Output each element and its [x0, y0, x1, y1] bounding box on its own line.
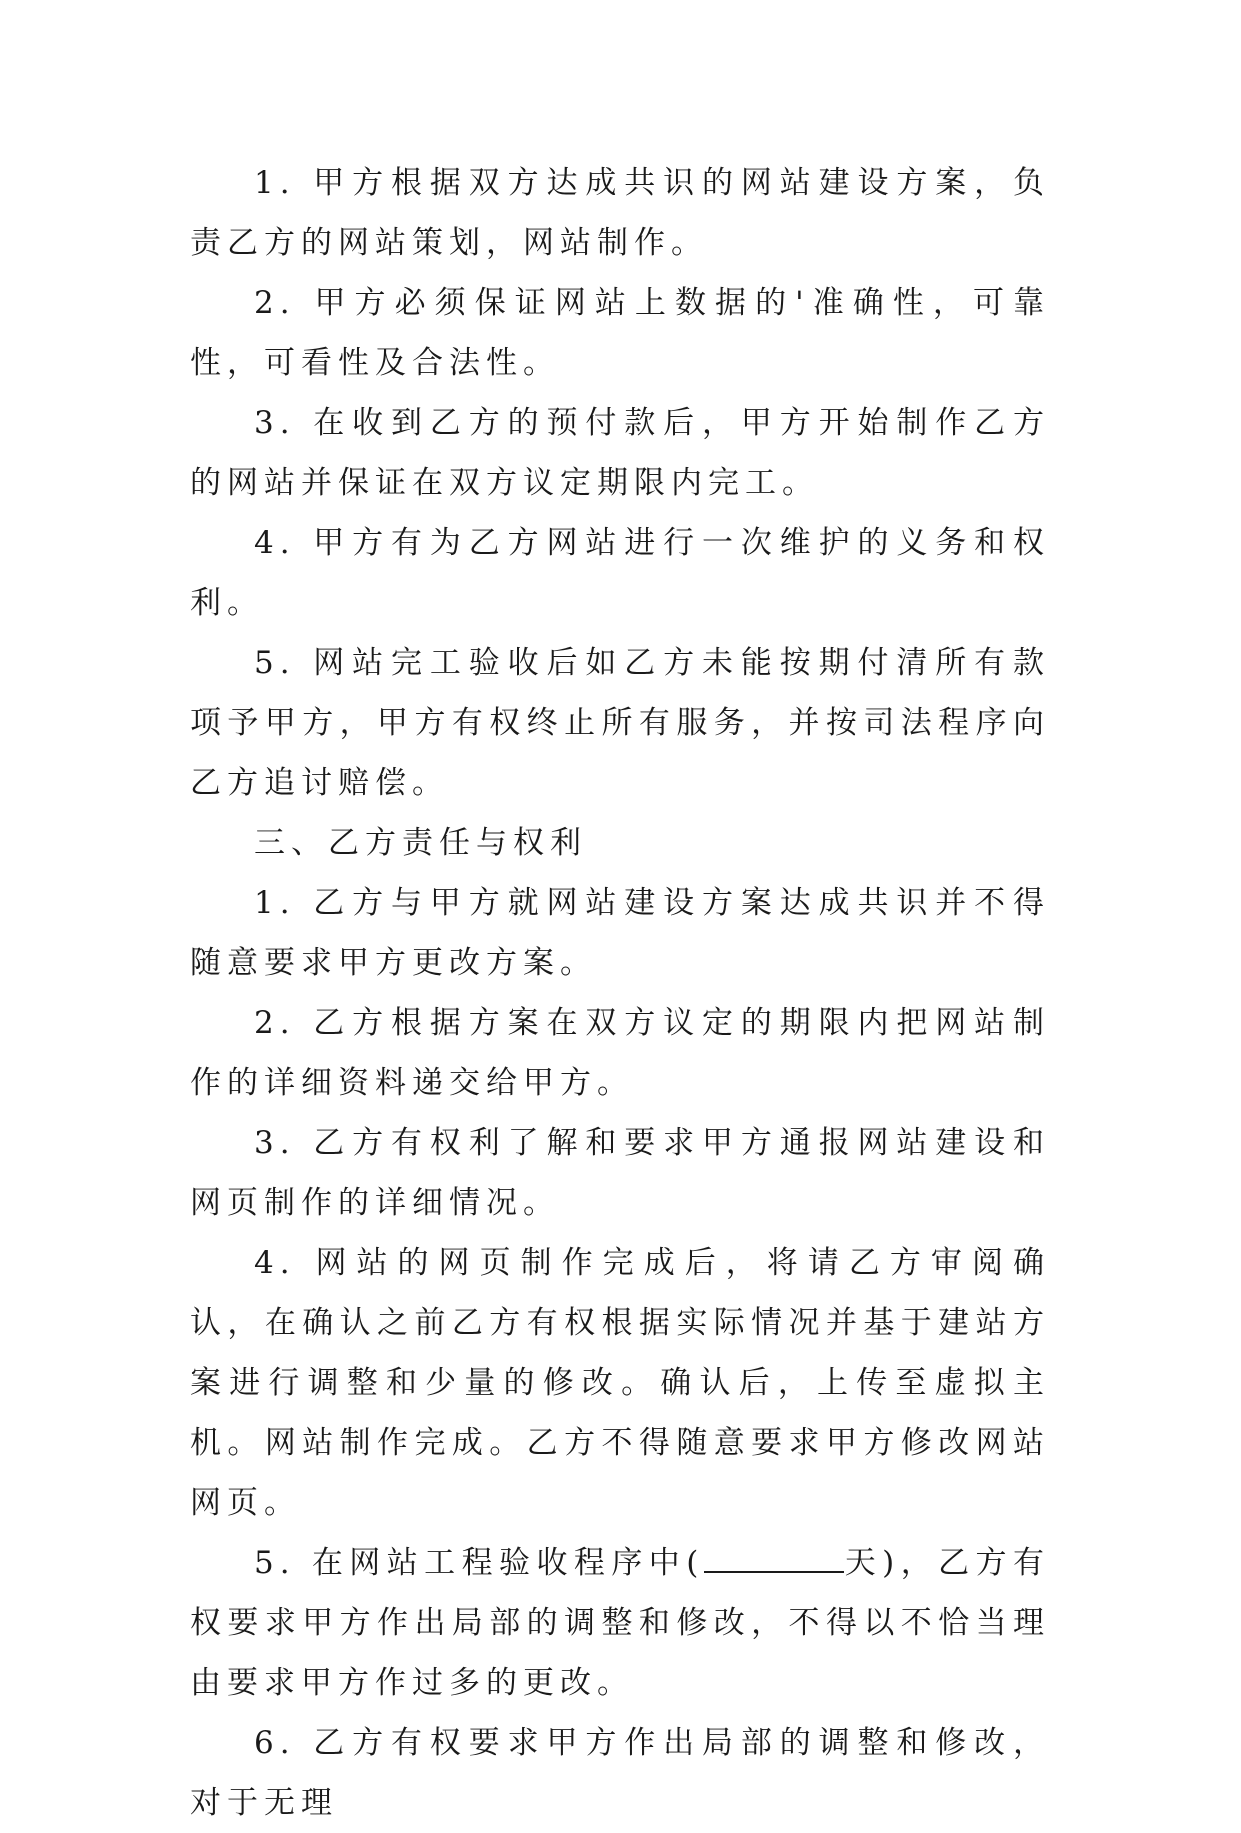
document-body — [190, 153, 1050, 1833]
clause-a1: 1. 甲方根据双方达成共识的网站建设方案，负责乙方的网站策划，网站制作。 — [190, 165, 1050, 261]
clause-a2: 2. 甲方必须保证网站上数据的'准确性，可靠性，可看性及合法性。 — [190, 285, 1050, 381]
clause-a4: 4. 甲方有为乙方网站进行一次维护的义务和权利。 — [190, 525, 1050, 621]
clause-b6: 6. 乙方有权要求甲方作出局部的调整和修改，对于无理 — [190, 1725, 1050, 1821]
clause-b5-after: 天)，乙方有权要求甲方作出局部的调整和修改，不得以不恰当理由要求甲方作过多的更改。 — [190, 1545, 1050, 1701]
clause-b2: 2. 乙方根据方案在双方议定的期限内把网站制作的详细资料递交给甲方。 — [190, 1005, 1050, 1101]
clause-a5: 5. 网站完工验收后如乙方未能按期付清所有款项予甲方，甲方有权终止所有服务，并按司法程序向乙方追讨赔偿。 — [190, 645, 1050, 801]
section-heading: 三、乙方责任与权利 — [254, 825, 587, 861]
clause-b4: 4. 网站的网页制作完成后，将请乙方审阅确认，在确认之前乙方有权根据实际情况并基于建站方案进行调整和少量的修改。确认后，上传至虚拟主机。网站制作完成。乙方不得随意要求甲方修改网站网页。 — [190, 1245, 1050, 1521]
fill-in-blank — [704, 1547, 844, 1573]
clause-b5-before: 5. 在网站工程验收程序中( — [254, 1545, 705, 1581]
clause-b5 — [190, 1533, 1050, 1713]
clause-b3: 3. 乙方有权利了解和要求甲方通报网站建设和网页制作的详细情况。 — [190, 1125, 1050, 1221]
clause-b1: 1. 乙方与甲方就网站建设方案达成共识并不得随意要求甲方更改方案。 — [190, 885, 1050, 981]
clause-a3: 3. 在收到乙方的预付款后，甲方开始制作乙方的网站并保证在双方议定期限内完工。 — [190, 405, 1050, 501]
